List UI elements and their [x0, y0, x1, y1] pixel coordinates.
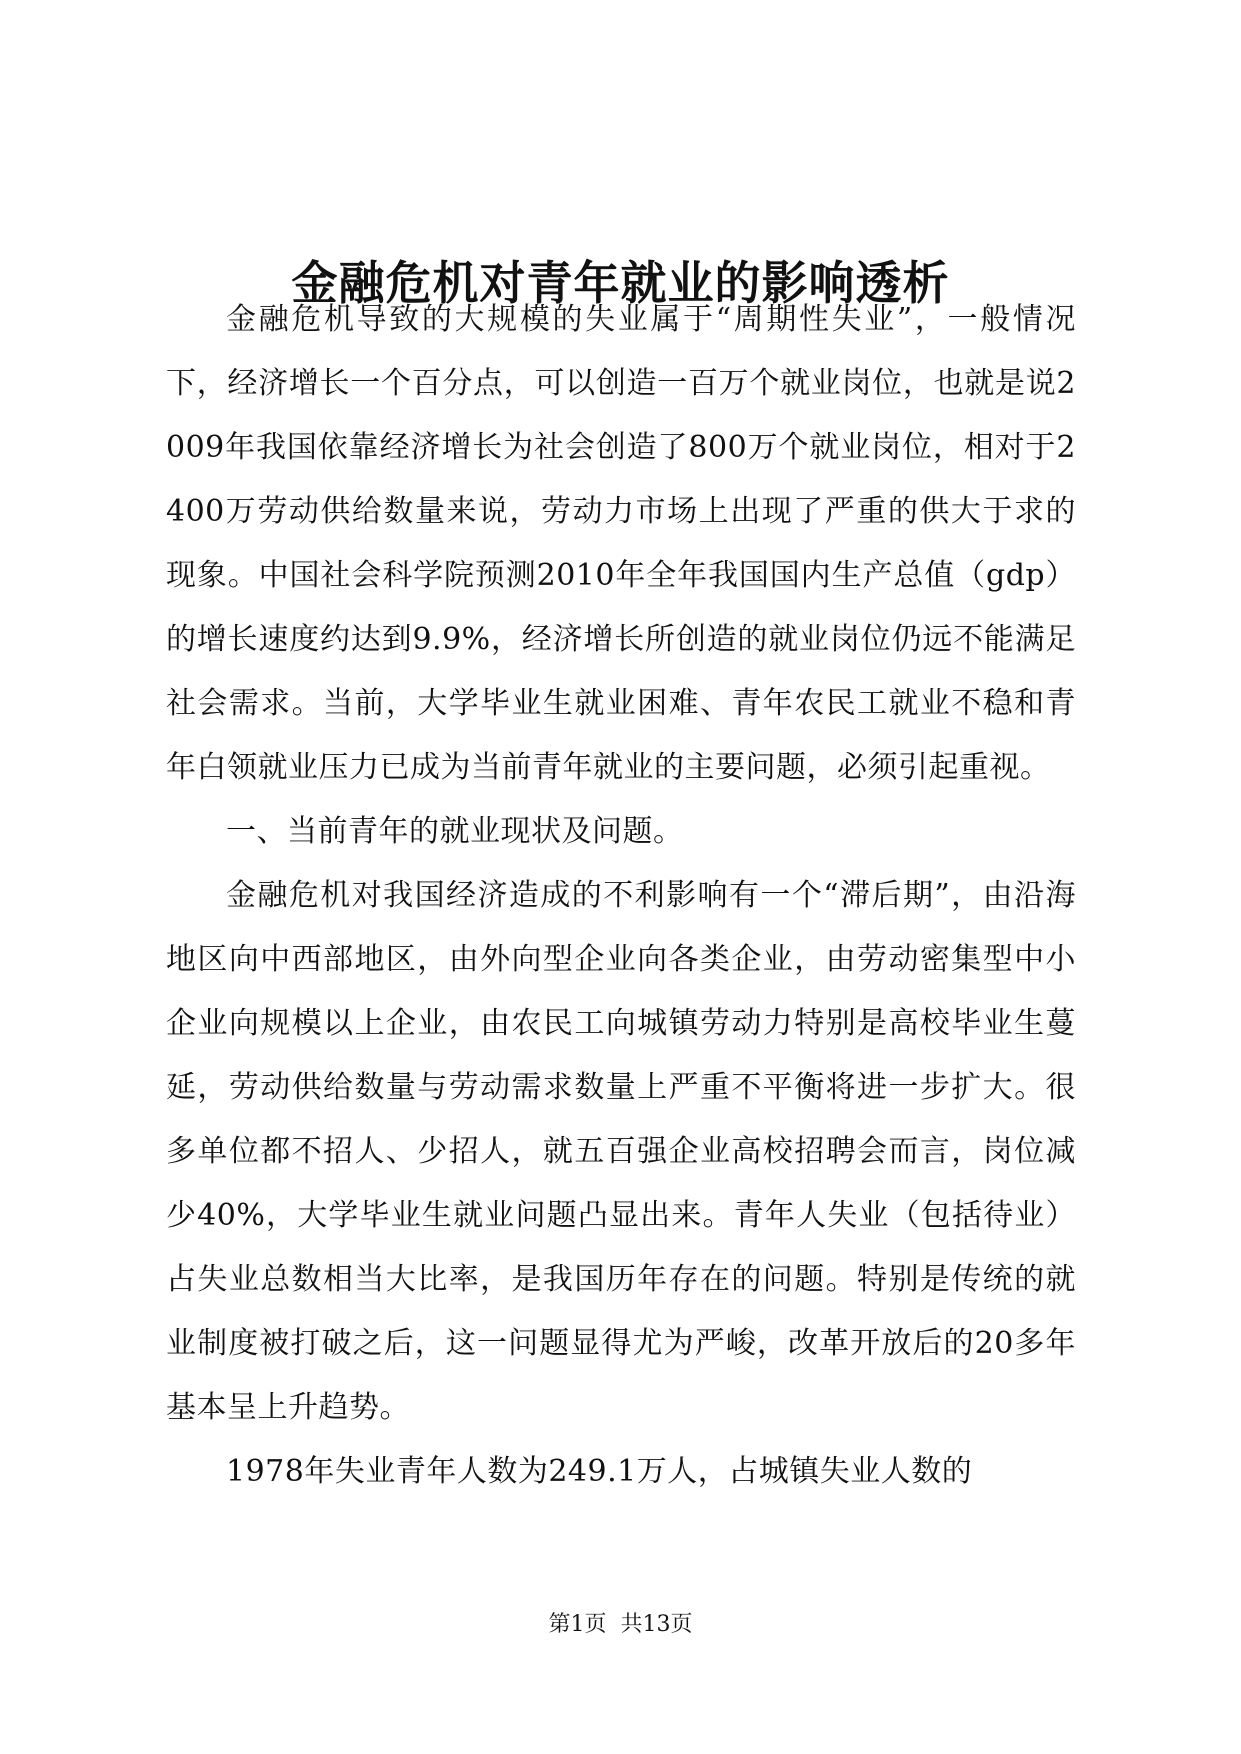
section-heading-1: 一、当前青年的就业现状及问题。	[226, 814, 684, 849]
paragraph-1978-stats: 1978年失业青年人数为249.1万人，占城镇失业人数的	[226, 1454, 973, 1489]
document-title: 金融危机对青年就业的影响透析	[291, 255, 950, 310]
paragraph-lag-effect: 金融危机对我国经济造成的不利影响有一个“滞后期”，由沿海地区向中西部地区，由外向型企业向各类企业，由劳动密集型中小企业向规模以上企业，由农民工向城镇劳动力特别是高校毕业生蔓延，劳动供给数量与劳动需求数量上严重不平衡将进一步扩大。很多单位都不招人、少招人，就五百强企业高校招聘会而言，岗位减少40%，大学毕业生就业问题凸显出来。青年人失业（包括待业）占失业总数相当大比率，是我国历年存在的问题。特别是传统的就业制度被打破之后，这一问题显得尤为严峻，改革开放后的20多年基本呈上升趋势。	[166, 878, 1076, 1425]
page-number: 第1页 共13页	[548, 1612, 693, 1637]
page-footer	[0, 1610, 1241, 1640]
document-body	[166, 288, 1076, 1504]
paragraph-intro: 金融危机导致的大规模的失业属于“周期性失业”，一般情况下，经济增长一个百分点，可以创造一百万个就业岗位，也就是说2009年我国依靠经济增长为社会创造了800万个就业岗位，相对于2400万劳动供给数量来说，劳动力市场上出现了严重的供大于求的现象。中国社会科学院预测2010年全年我国国内生产总值（gdp）的增长速度约达到9.9%，经济增长所创造的就业岗位仍远不能满足社会需求。当前，大学毕业生就业困难、青年农民工就业不稳和青年白领就业压力已成为当前青年就业的主要问题，必须引起重视。	[166, 302, 1076, 785]
